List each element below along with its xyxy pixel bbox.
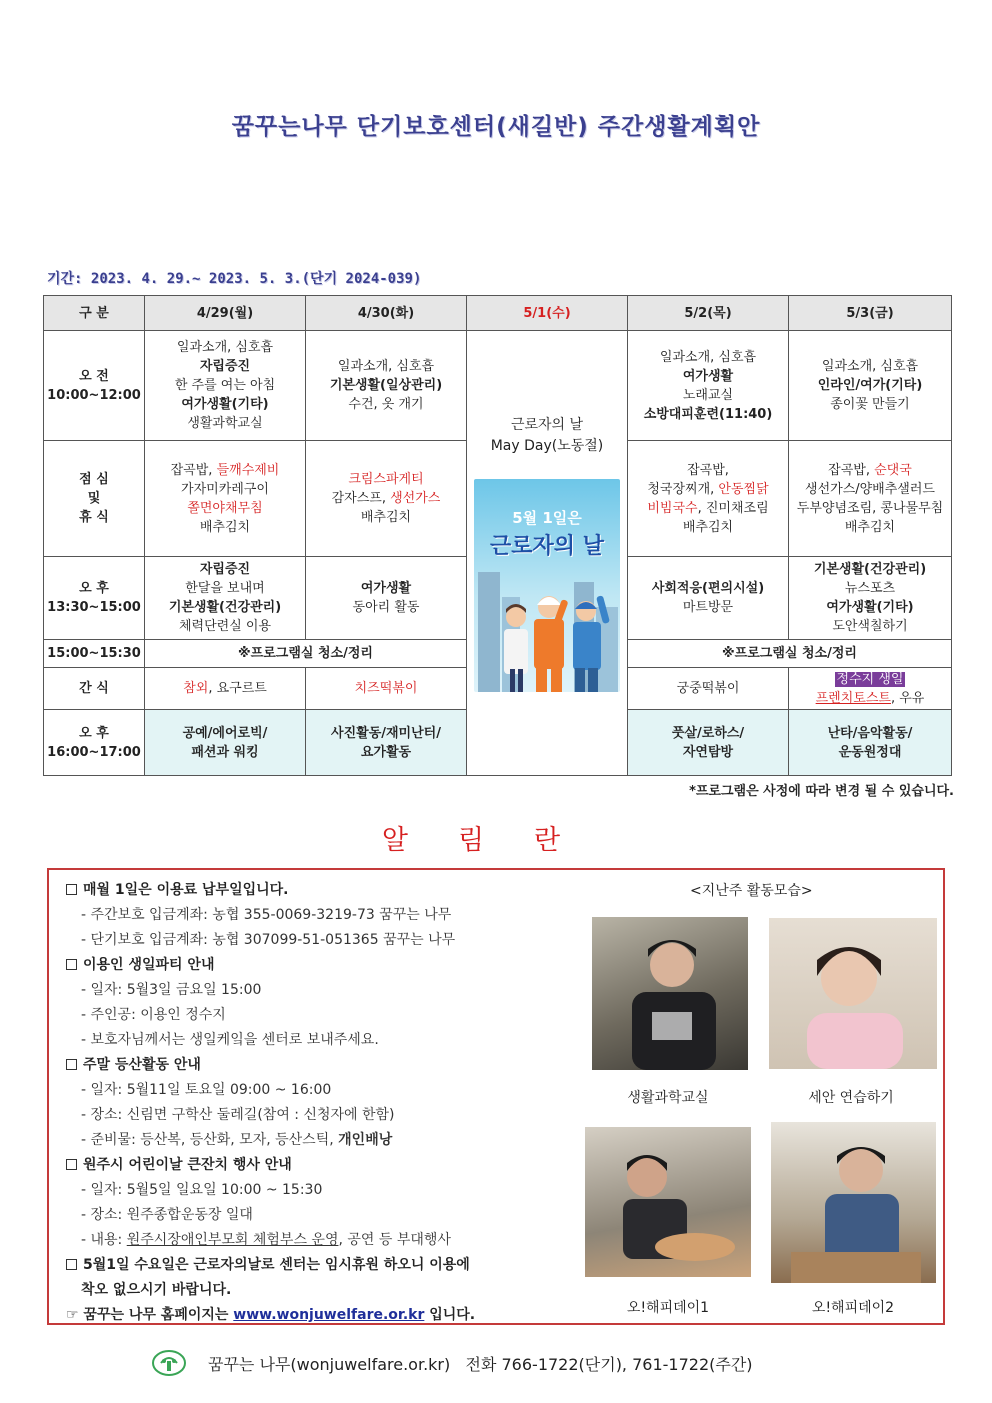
row-label-late	[44, 710, 145, 776]
notice-detail: - 일자: 5월5일 일요일 10:00 ~ 15:30	[81, 1182, 323, 1198]
menu-item: 생선가스/양배추샐러드	[805, 481, 935, 497]
cell-line: 동아리 활동	[352, 600, 420, 615]
cell-line: 패션과 워킹	[191, 744, 259, 760]
table-row	[44, 331, 952, 441]
cell-snack-5	[789, 668, 952, 710]
homepage-text: 입니다.	[424, 1307, 476, 1323]
cell-line: 풋살/로하스/	[671, 725, 745, 741]
menu-item: 순댓국	[874, 462, 912, 478]
caption-2: 세안 연습하기	[808, 1090, 894, 1106]
notice-heading: 원주시 어린이날 큰잔치 행사 안내	[83, 1157, 292, 1173]
gallery-title: <지난주 활동모습>	[690, 883, 813, 899]
snack-item: 참외	[183, 681, 209, 696]
cell-line: 인라인/여가(기타)	[817, 378, 923, 393]
cell-line: 기본생활(건강관리)	[168, 600, 282, 615]
row-label-text: 휴 식	[79, 510, 109, 525]
photo-happy-day-2	[771, 1122, 936, 1283]
menu-item: 배추김치	[360, 510, 412, 525]
cell-afternoon-1	[145, 557, 306, 640]
cell-line: 종이꽃 만들기	[830, 397, 910, 412]
cell-snack-2: 치즈떡볶이	[306, 668, 467, 710]
checkbox-icon	[66, 1159, 77, 1170]
cell-afternoon-2	[306, 557, 467, 640]
cell-snack-4: 궁중떡볶이	[628, 668, 789, 710]
notice-detail: - 보호자님께서는 생일케잌을 센터로 보내주세요.	[81, 1032, 379, 1048]
cell-late-1	[145, 710, 306, 776]
cell-line: 일과소개, 심호흡	[659, 349, 757, 365]
cell-lunch-1	[145, 441, 306, 557]
notice-heading: 이용인 생일파티 안내	[83, 957, 215, 973]
header-day-1: 4/29(월)	[145, 296, 306, 331]
notice-heading: 주말 등산활동 안내	[83, 1057, 201, 1073]
snack-item: , 요구르트	[208, 681, 267, 696]
footer	[152, 1349, 753, 1377]
menu-item: 잡곡밥,	[828, 462, 875, 478]
notice-heading: 매월 1일은 이용료 납부일입니다.	[83, 882, 289, 898]
menu-item: 잡곡밥,	[687, 462, 729, 478]
cell-afternoon-5	[789, 557, 952, 640]
menu-item: 감자스프,	[331, 491, 391, 506]
holiday-line-1: 근로자의 날	[510, 416, 584, 433]
cell-line: 소방대피훈련(11:40)	[643, 406, 773, 422]
cell-late-4	[628, 710, 789, 776]
menu-item: 청국장찌개,	[647, 481, 719, 497]
poster-line-1: 5월 1일은	[512, 508, 582, 527]
menu-item: , 진미채조림	[697, 500, 769, 516]
header-day-3: 5/1(수)	[467, 296, 628, 331]
row-label-time: 13:30~15:00	[47, 600, 141, 615]
cell-morning-4	[628, 331, 789, 441]
cell-line: 사회적응(편의시설)	[651, 581, 765, 596]
student-photo-1	[592, 917, 748, 1070]
notice-heading: 5월1일 수요일은 근로자의날로 센터는 임시휴원 하오니 이용에	[83, 1257, 470, 1273]
cell-line: 한 주를 여는 아침	[174, 378, 276, 393]
notice-detail: - 장소: 원주종합운동장 일대	[81, 1207, 253, 1223]
cell-morning-5	[789, 331, 952, 441]
cell-cleanup-right: ※프로그램실 청소/정리	[628, 640, 952, 668]
cell-line: 일과소개, 심호흡	[337, 359, 435, 374]
photo-face-wash	[769, 918, 937, 1069]
notice-detail: - 일자: 5월11일 토요일 09:00 ~ 16:00	[81, 1082, 332, 1098]
cell-line: 사진활동/재미난터/	[331, 725, 441, 741]
header-day-5: 5/3(금)	[789, 296, 952, 331]
table-header-row	[44, 296, 952, 331]
cell-line: 운동원정대	[838, 744, 902, 760]
menu-item: 배추김치	[199, 519, 251, 535]
menu-item: 배추김치	[844, 519, 896, 535]
cell-line: 한달을 보내며	[185, 581, 265, 596]
notice-title: 알림란	[381, 825, 611, 856]
menu-item: 생선가스	[390, 491, 441, 506]
menu-item: 들깨수제비	[216, 462, 280, 478]
cell-late-2	[306, 710, 467, 776]
labor-day-poster	[474, 479, 620, 692]
cell-line: 여가생활	[360, 581, 412, 596]
page-title: 꿈꾸는나무 단기보호센터(새길반) 주간생활계획안	[231, 114, 761, 140]
notice-detail: - 일자: 5월3일 금요일 15:00	[81, 982, 262, 998]
menu-item: 안동찜닭	[718, 481, 769, 497]
menu-item: 가자미카레구이	[181, 481, 269, 497]
cell-snack-1	[145, 668, 306, 710]
notice-list	[66, 878, 566, 1328]
cell-line: 뉴스포츠	[844, 581, 896, 596]
caption-4: 오!해피데이2	[811, 1300, 895, 1316]
period: 기간: 2023. 4. 29.~ 2023. 5. 3.(단기 2024-039)	[47, 271, 422, 287]
notice-detail: - 단기보호 입금계좌: 농협 307099-51-051365 꿈꾸는 나무	[81, 932, 456, 948]
cell-lunch-2	[306, 441, 467, 557]
cell-line: 수건, 옷 개기	[348, 397, 424, 412]
poster-line-2: 근로자의 날	[490, 533, 604, 559]
caption-3: 오!해피데이1	[626, 1300, 710, 1316]
row-label-morning	[44, 331, 145, 441]
cell-line: 마트방문	[682, 600, 734, 615]
notice-detail: - 준비물: 등산복, 등산화, 모자, 등산스틱,	[81, 1132, 339, 1148]
cell-line: 일과소개, 심호흡	[821, 359, 919, 374]
cell-line: 난타/음악활동/	[827, 725, 913, 741]
cell-line: 여가생활(기타)	[826, 600, 914, 615]
student-photo-2	[769, 918, 937, 1069]
tree-logo-icon	[152, 1349, 186, 1377]
row-label-snack: 간 식	[44, 668, 145, 710]
cell-line: 자립증진	[199, 562, 251, 577]
notice-detail: - 내용:	[81, 1232, 127, 1248]
row-label-time: 16:00~17:00	[47, 744, 141, 760]
cell-line: 여가생활	[682, 368, 734, 384]
row-label-text: 및	[87, 491, 101, 506]
notice-heading: 착오 없으시기 바랍니다.	[81, 1282, 232, 1298]
student-photo-4	[771, 1122, 936, 1283]
menu-item: 잡곡밥,	[170, 462, 217, 478]
cell-line: 기본생활(일상관리)	[329, 378, 443, 393]
header-day-4: 5/2(목)	[628, 296, 789, 331]
row-label-text: 오 후	[79, 581, 109, 596]
cell-line: 여가생활(기타)	[181, 397, 269, 412]
cell-morning-1	[145, 331, 306, 441]
cell-line: 노래교실	[682, 387, 734, 403]
cell-line: 자연탐방	[682, 744, 734, 760]
checkbox-icon	[66, 1259, 77, 1270]
notice-detail: - 주인공: 이용인 정수지	[81, 1007, 226, 1023]
cell-line: 자립증진	[199, 359, 251, 374]
notice-detail: , 공연 등 부대행사	[338, 1232, 451, 1248]
cell-line: 체력단련실 이용	[178, 619, 272, 634]
menu-item: 두부양념조림, 콩나물무침	[796, 500, 944, 516]
row-label-cleanup: 15:00~15:30	[44, 640, 145, 668]
cell-line: 요가활동	[360, 744, 412, 760]
cell-lunch-4	[628, 441, 789, 557]
workers-illustration	[474, 479, 620, 692]
row-label-text: 오 전	[79, 368, 109, 384]
cell-line: 생활과학교실	[187, 416, 263, 431]
menu-item: 쫄면야채무침	[187, 500, 263, 516]
cell-line: 공예/에어로빅/	[182, 725, 268, 741]
cell-line: 기본생활(건강관리)	[813, 562, 927, 577]
row-label-text: 점 심	[79, 472, 109, 487]
footer-contact: 꿈꾸는 나무(wonjuwelfare.or.kr) 전화 766-1722(단기), 761-1722(주간)	[208, 1354, 753, 1374]
cell-line: 일과소개, 심호흡	[176, 340, 274, 355]
photo-happy-day-1	[585, 1127, 751, 1277]
row-label-time: 10:00~12:00	[47, 387, 141, 403]
notice-detail: 원주시장애인부모회 체험부스 운영	[126, 1232, 339, 1248]
cell-line: 도안색칠하기	[832, 619, 908, 634]
snack-item: 프렌치토스트	[815, 690, 891, 706]
cell-morning-2	[306, 331, 467, 441]
weekly-plan-table	[43, 295, 952, 776]
homepage-text: ☞ 꿈꾸는 나무 홈페이지는	[66, 1307, 234, 1323]
caption-1: 생활과학교실	[627, 1090, 709, 1106]
checkbox-icon	[66, 884, 77, 895]
menu-item: 배추김치	[682, 519, 734, 535]
cell-afternoon-4	[628, 557, 789, 640]
header-day-2: 4/30(화)	[306, 296, 467, 331]
change-notice: *프로그램은 사정에 따라 변경 될 수 있습니다.	[689, 784, 954, 799]
menu-item: 비빔국수	[647, 500, 698, 516]
notice-detail-bold: 개인배낭	[338, 1132, 393, 1148]
cell-holiday	[467, 331, 628, 776]
cell-cleanup-left: ※프로그램실 청소/정리	[145, 640, 467, 668]
homepage-link[interactable]: www.wonjuwelfare.or.kr	[233, 1307, 425, 1323]
student-photo-3	[585, 1127, 751, 1277]
snack-item: , 우유	[890, 690, 925, 706]
menu-item: 크림스파게티	[348, 472, 424, 487]
cell-lunch-5	[789, 441, 952, 557]
photo-science-class	[592, 917, 748, 1070]
row-label-lunch	[44, 441, 145, 557]
notice-detail: - 장소: 신림면 구학산 둘레길(참여 : 신청자에 한함)	[81, 1107, 395, 1123]
checkbox-icon	[66, 959, 77, 970]
cell-late-5	[789, 710, 952, 776]
row-label-afternoon	[44, 557, 145, 640]
birthday-highlight: 정수지 생일	[836, 671, 904, 687]
holiday-line-2: May Day(노동절)	[490, 437, 604, 454]
row-label-text: 오 후	[79, 725, 109, 741]
notice-detail: - 주간보호 입금계좌: 농협 355-0069-3219-73 꿈꾸는 나무	[81, 907, 452, 923]
header-category: 구 분	[44, 296, 145, 331]
checkbox-icon	[66, 1059, 77, 1070]
